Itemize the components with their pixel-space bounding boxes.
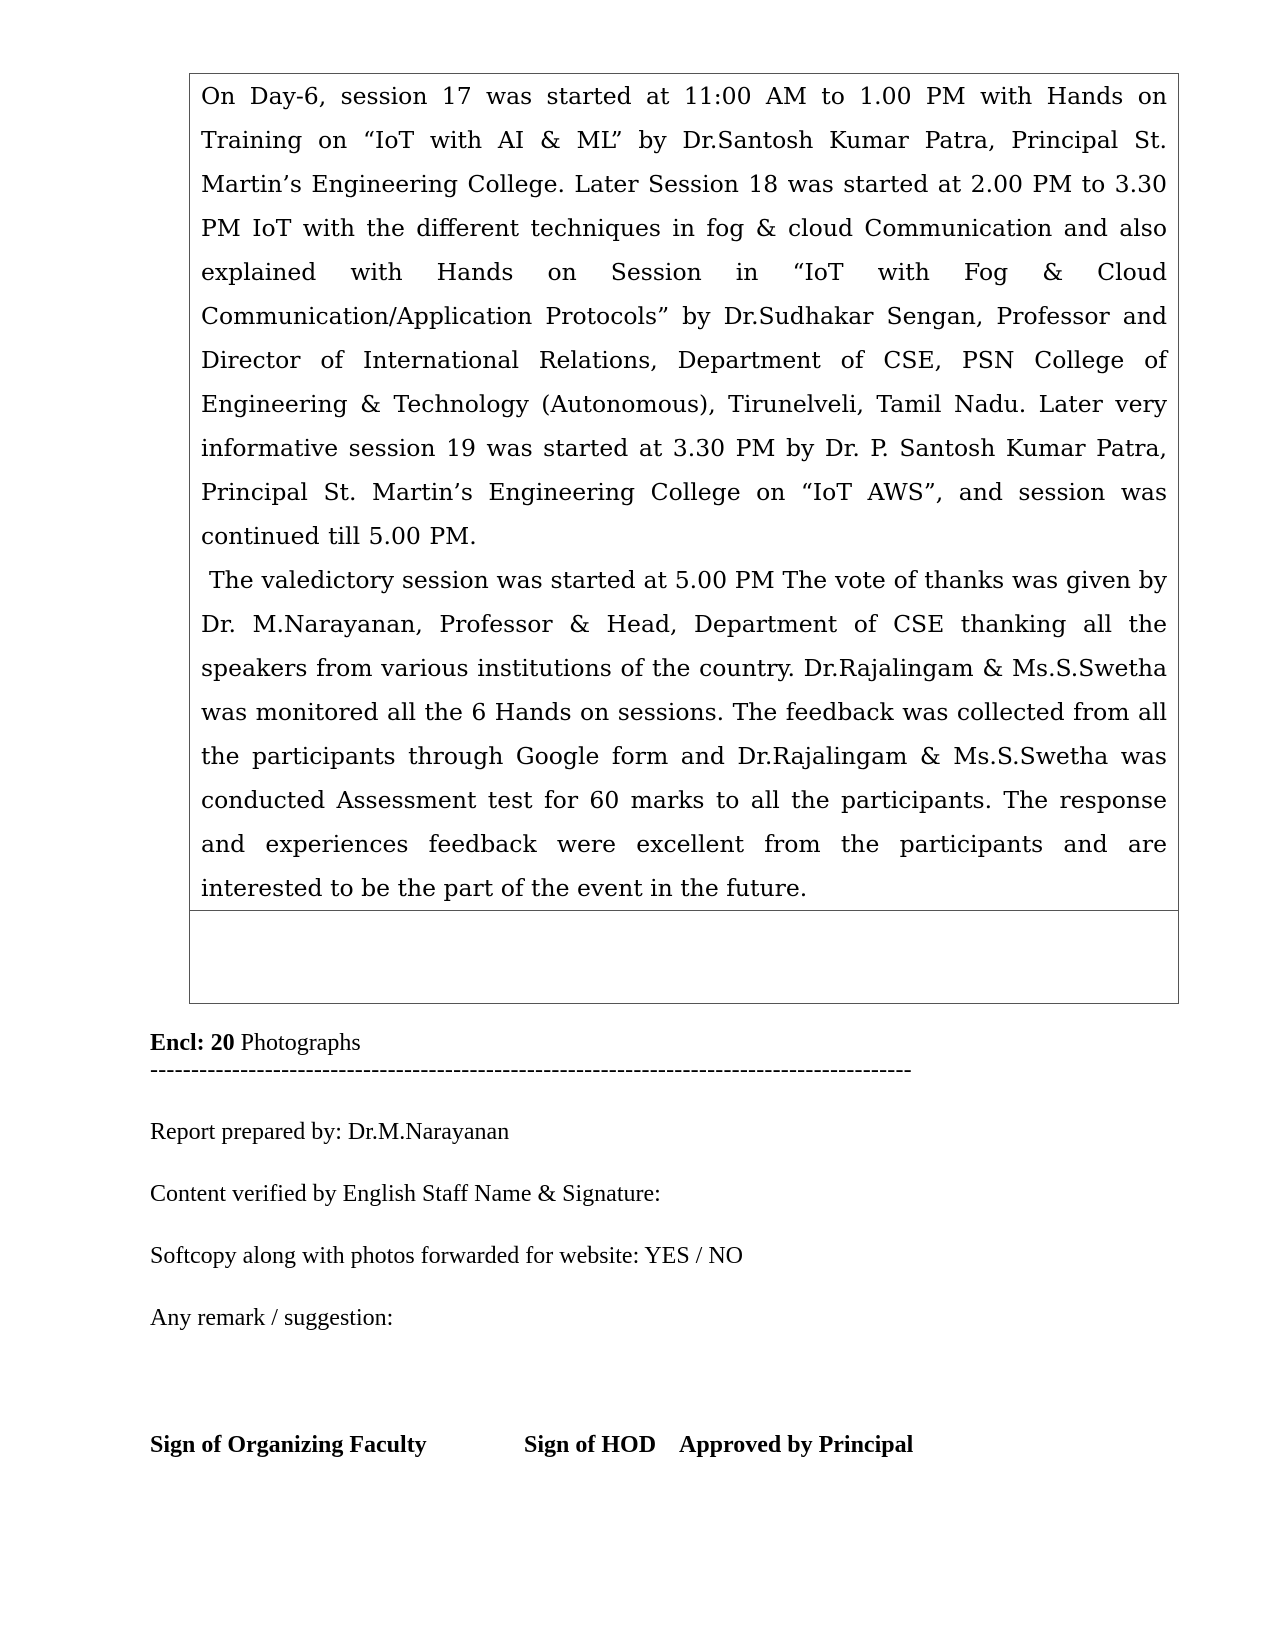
prepared-by-line: Report prepared by: Dr.M.Narayanan <box>150 1119 510 1145</box>
report-content-cell <box>190 74 1178 910</box>
sign-hod: Sign of HOD <box>524 1432 657 1458</box>
signature-row <box>150 1432 913 1459</box>
report-table <box>189 73 1179 1004</box>
day6-sessions-paragraph: On Day-6, session 17 was started at 11:00 AM to 1.00 PM with Hands on Training on “IoT with AI & ML” by Dr.Santosh Kumar Patra, Principal St. Martin’s Engineering College. Later Session 18 was started at 2.00 PM to 3.30 PM IoT with the different techniques in fog & cloud Communication and also explained with Hands on Session in “IoT with Fog & Cloud Communication/Application Protocols” by Dr.Sudhakar Sengan, Professor and Director of International Relations, Department of CSE, PSN College of Engineering & Technology (Autonomous), Tirunelveli, Tamil Nadu. Later very informative session 19 was started at 3.30 PM by Dr. P. Santosh Kumar Patra, Principal St. Martin’s Engineering College on “IoT AWS”, and session was continued till 5.00 PM. <box>201 82 1167 550</box>
valedictory-paragraph: The valedictory session was started at 5.00 PM The vote of thanks was given by Dr. M.Narayanan, Professor & Head, Department of CSE thanking all the speakers from various institutions of the country. Dr.Rajalingam & Ms.S.Swetha was monitored all the 6 Hands on sessions. The feedback was collected from all the participants through Google form and Dr.Rajalingam & Ms.S.Swetha was conducted Assessment test for 60 marks to all the participants. The response and experiences feedback were excellent from the participants and are interested to be the part of the event in the future. <box>201 566 1167 902</box>
report-footer <box>150 1028 1150 1333</box>
empty-table-row <box>190 910 1178 1003</box>
content-verified-line: Content verified by English Staff Name & Signature: <box>150 1181 661 1207</box>
enclosure-label: Encl: 20 <box>150 1030 235 1056</box>
remark-line: Any remark / suggestion: <box>150 1305 394 1331</box>
approved-by-principal: Approved by Principal <box>679 1432 914 1458</box>
dashed-divider: --------------------------------------------------------------------------------------------- <box>150 1057 912 1083</box>
enclosure-value: Photographs <box>234 1030 361 1056</box>
sign-organizing-faculty: Sign of Organizing Faculty <box>150 1432 427 1458</box>
enclosure-line <box>150 1028 1150 1058</box>
softcopy-line: Softcopy along with photos forwarded for website: YES / NO <box>150 1243 744 1269</box>
